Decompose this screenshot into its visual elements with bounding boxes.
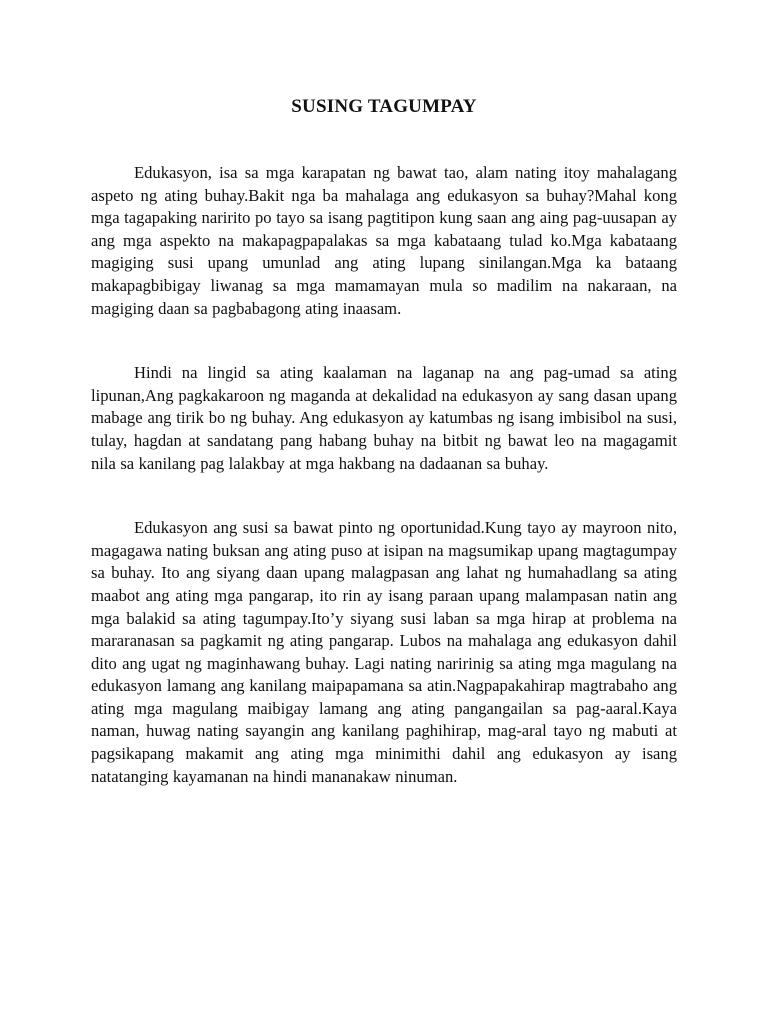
document-title: SUSING TAGUMPAY <box>291 96 477 117</box>
document-body <box>91 162 677 788</box>
paragraph-3: Edukasyon ang susi sa bawat pinto ng oportunidad.Kung tayo ay mayroon nito, magagawa nating buksan ang ating puso at isipan na magsumikap upang magtagumpay sa buhay. Ito ang siyang daan upang malagpasan ang lahat ng humahadlang sa ating maabot ang ating mga pangarap, ito rin ay isang paraan upang malampasan natin ang mga balakid sa ating tagumpay.Ito’y siyang susi laban sa mga hirap at problema na mararanasan sa pagkamit ng ating pangarap. Lubos na mahalaga ang edukasyon dahil dito ang ugat ng maginhawang buhay. Lagi nating naririnig sa ating mga magulang na edukasyon lamang ang kanilang maipapamana sa atin.Nagpapakahirap magtrabaho ang ating mga magulang maibigay lamang ang ating pangangailan sa pag-aaral.Kaya naman, huwag nating sayangin ang kanilang paghihirap, mag-aral tayo ng mabuti at pagsikapang makamit ang ating mga minimithi dahil ang edukasyon ay isang natatanging kayamanan na hindi mananakaw ninuman. <box>91 518 677 786</box>
paragraph-2: Hindi na lingid sa ating kaalaman na laganap na ang pag-umad sa ating lipunan,Ang pagkakaroon ng maganda at dekalidad na edukasyon ay sang dasan upang mabage ang tirik bo ng buhay. Ang edukasyon ay katumbas ng isang imbisibol na susi, tulay, hagdan at sandatang pang habang buhay na bitbit ng bawat leo na magagamit nila sa kanilang pag lalakbay at mga hakbang na dadaanan sa buhay. <box>91 363 677 473</box>
paragraph-1: Edukasyon, isa sa mga karapatan ng bawat tao, alam nating itoy mahalagang aspeto ng ating buhay.Bakit nga ba mahalaga ang edukasyon sa buhay?Mahal kong mga tagapaking naririto po tayo sa isang pagtitipon kung saan ang aing pag-uusapan ay ang mga aspekto na makapagpapalakas sa mga kabataang tulad ko.Mga kabataang magiging susi upang umunlad ang ating lupang sinilangan.Mga ka bataang makapagbibigay liwanag sa mga mamamayan mula so madilim na nakaraan, na magiging daan sa pagbabagong ating inaasam. <box>91 163 677 318</box>
